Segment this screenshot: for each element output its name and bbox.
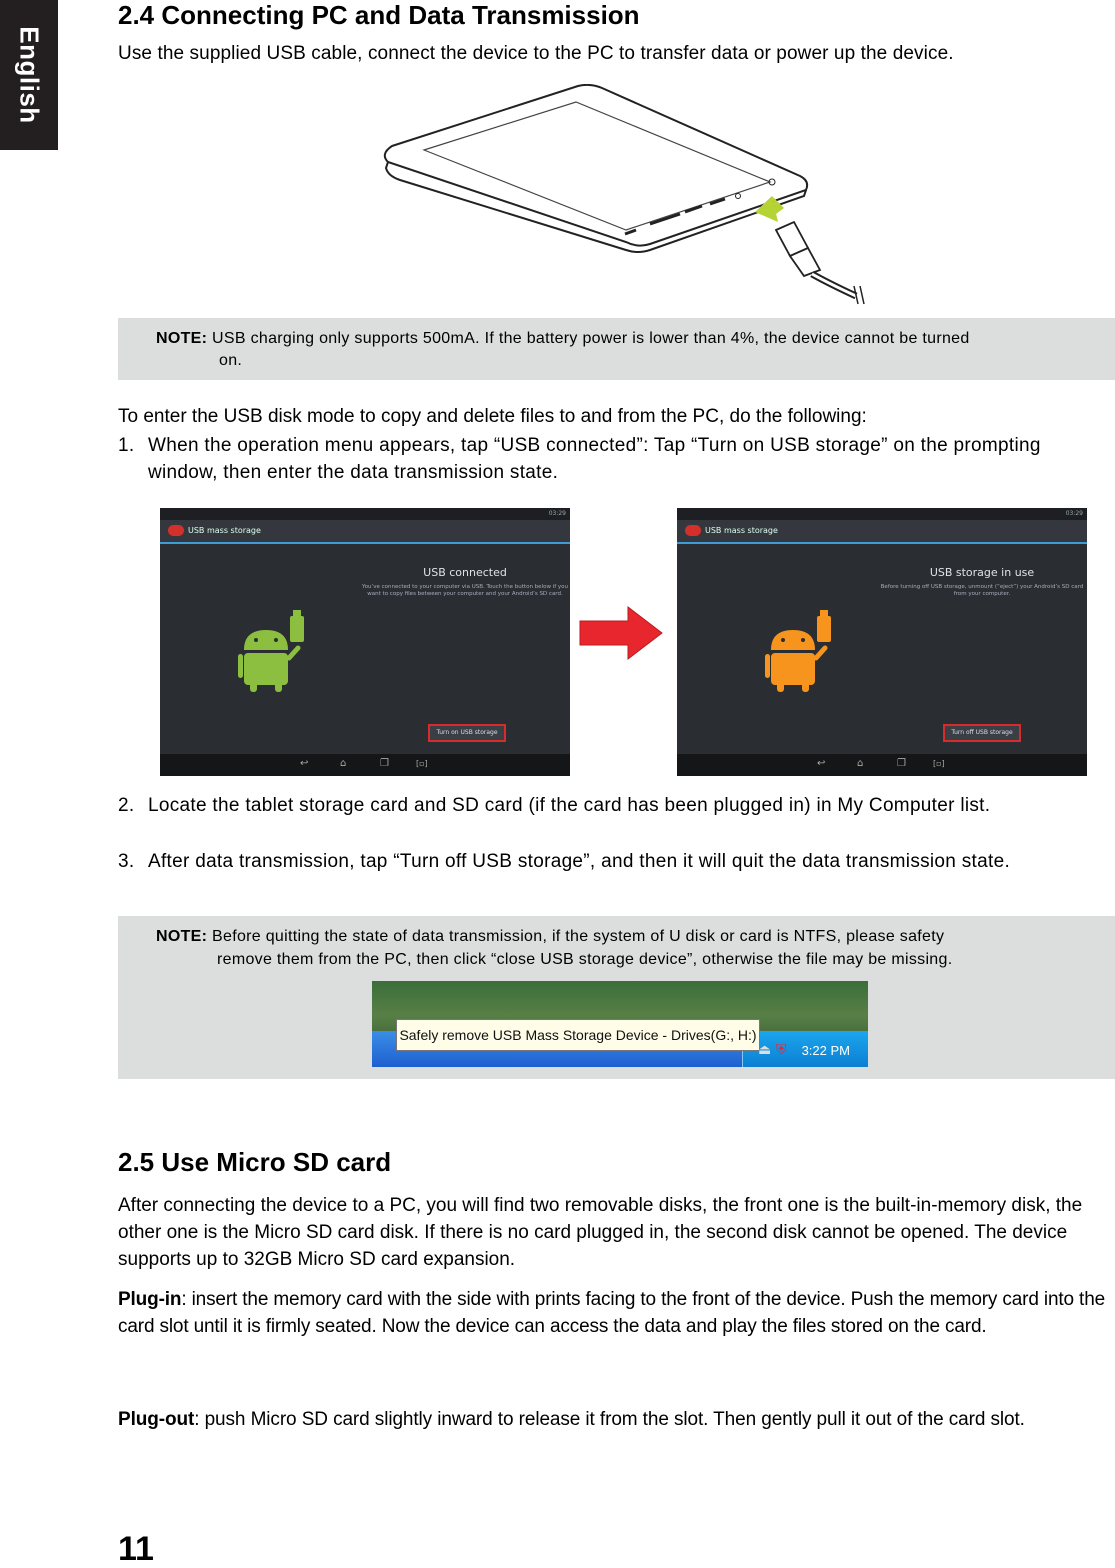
plug-in-paragraph (118, 1286, 1115, 1340)
screen-description: Before turning off USB storage, unmount (“eject”) your Android’s SD card from your computer. (880, 584, 1084, 597)
recent-apps-icon[interactable]: ❐ (380, 758, 389, 769)
app-title: USB mass storage (160, 520, 570, 544)
plug-out-paragraph (118, 1406, 1115, 1433)
screen-heading: USB connected (423, 566, 507, 579)
recent-apps-icon[interactable]: ❐ (897, 758, 906, 769)
list-number: 1. (118, 435, 135, 456)
status-time: 03:29 (677, 508, 1087, 520)
android-robot-icon (765, 608, 845, 693)
screenshot-icon[interactable]: [▫] (416, 759, 428, 768)
screen-description: You’ve connected to your computer via USB. Touch the button below if you want to copy files between your computer and your Android’s SD card. (361, 584, 569, 597)
home-icon[interactable]: ⌂ (857, 758, 864, 769)
section-2-5-para: After connecting the device to a PC, you will find two removable disks, the front one is the built-in-memory disk, the other one is the Micro SD card disk. If there is no card plugged in, the second disk cannot be opened. The device supports up to 32GB Micro SD card expansion. (118, 1195, 1083, 1270)
language-tab-label: English (14, 26, 45, 124)
note-text-cont: remove them from the PC, then click “close USB storage device”, otherwise the file may be missing. (217, 951, 953, 968)
note-label: NOTE: (156, 928, 208, 945)
list-item (118, 792, 1110, 819)
tablet-icon (385, 85, 807, 252)
android-robot-icon (238, 608, 318, 693)
list-number: 2. (118, 795, 135, 816)
list-item (118, 848, 1110, 875)
safely-remove-tooltip[interactable]: Safely remove USB Mass Storage Device - Drives(G:, H:) (396, 1019, 760, 1051)
section-2-4-intro: Use the supplied USB cable, connect the device to the PC to transfer data or power up the device. (118, 43, 954, 64)
back-icon[interactable]: ↩ (817, 758, 826, 769)
screen-heading: USB storage in use (929, 566, 1035, 579)
turn-off-usb-storage-button[interactable]: Turn off USB storage (943, 724, 1021, 742)
plug-in-label: Plug-in (118, 1289, 182, 1310)
status-time: 03:29 (160, 508, 570, 520)
app-icon (168, 525, 184, 536)
list-text: After data transmission, tap “Turn off USB storage”, and then it will quit the data transmission state. (148, 851, 1011, 872)
usb-cable-icon (776, 222, 864, 304)
tablet-usb-illustration (380, 84, 880, 306)
security-shield-icon[interactable]: ⛨ (776, 1041, 787, 1057)
screenshot-icon[interactable]: [▫] (933, 759, 945, 768)
list-text: When the operation menu appears, tap “USB connected”: Tap “Turn on USB storage” on the prompting window, then enter the data transmission state. (148, 435, 1041, 483)
windows-taskbar-screenshot (372, 981, 868, 1067)
note-usb-charging (118, 318, 1115, 380)
list-number: 3. (118, 851, 135, 872)
list-text: Locate the tablet storage card and SD card (if the card has been plugged in) in My Computer list. (148, 795, 991, 816)
page-number: 11 (118, 1530, 154, 1568)
usb-mode-intro: To enter the USB disk mode to copy and delete files to and from the PC, do the following: (118, 406, 867, 427)
app-icon (685, 525, 701, 536)
plug-out-label: Plug-out (118, 1409, 195, 1430)
note-text: USB charging only supports 500mA. If the battery power is lower than 4%, the device cannot be turned (212, 330, 970, 347)
back-icon[interactable]: ↩ (300, 758, 309, 769)
clock-time: 3:22 PM (801, 1043, 850, 1058)
android-nav-bar (160, 754, 570, 776)
list-item (118, 432, 1110, 486)
android-screen-usb-in-use (677, 508, 1087, 776)
turn-on-usb-storage-button[interactable]: Turn on USB storage (428, 724, 506, 742)
app-title: USB mass storage (677, 520, 1087, 544)
section-2-4-heading: 2.4 Connecting PC and Data Transmission (118, 0, 640, 30)
usb-device-icon[interactable]: ⏏ (758, 1041, 772, 1057)
note-text: Before quitting the state of data transmission, if the system of U disk or card is NTFS, please safety (212, 928, 945, 945)
home-icon[interactable]: ⌂ (340, 758, 347, 769)
next-state-arrow-icon (576, 603, 666, 663)
android-nav-bar (677, 754, 1087, 776)
note-text-cont: on. (219, 352, 243, 369)
language-tab (0, 0, 58, 150)
plug-out-text: : push Micro SD card slightly inward to release it from the slot. Then gently pull it out of the card slot. (194, 1409, 1025, 1430)
note-label: NOTE: (156, 330, 208, 347)
android-screen-usb-connected (160, 508, 570, 776)
plug-in-text: : insert the memory card with the side with prints facing to the front of the device. Push the memory card into the card slot until it is firmly seated. Now the device can access the data and play the files stored on the card. (118, 1289, 1106, 1337)
section-2-5-heading: 2.5 Use Micro SD card (118, 1147, 392, 1177)
